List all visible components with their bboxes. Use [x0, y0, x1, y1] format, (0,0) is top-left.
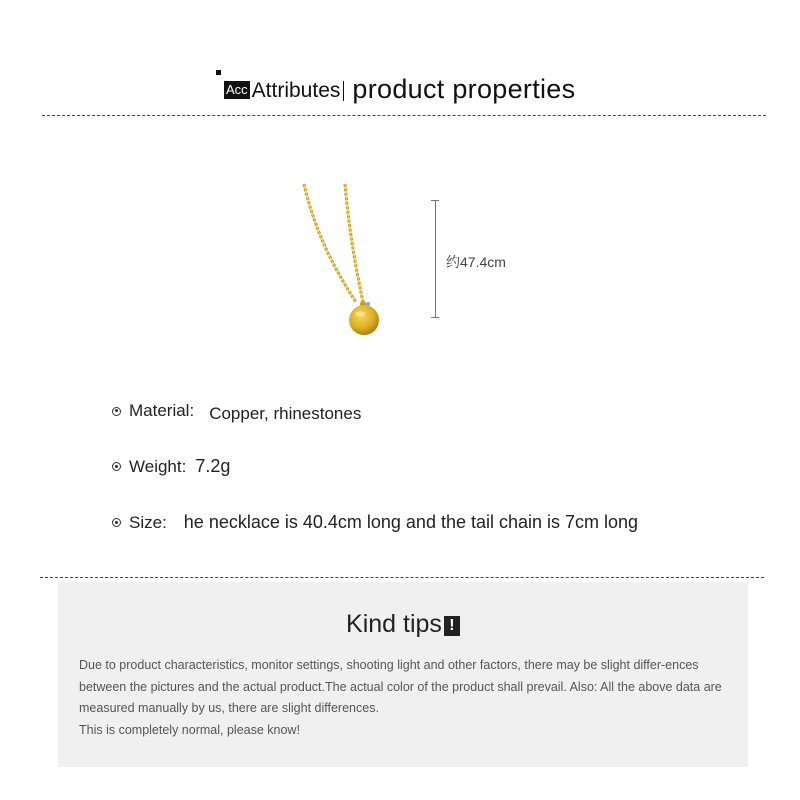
dimension-line	[435, 200, 436, 318]
page-title: product properties	[352, 74, 576, 104]
square-icon	[216, 70, 221, 75]
header-separator	[343, 81, 344, 101]
dimension-label: 约47.4cm	[446, 254, 506, 270]
attribute-value: he necklace is 40.4cm long and the tail chain is 7cm long	[183, 512, 639, 532]
attribute-value: 7.2g	[195, 456, 231, 476]
attribute-label: Weight:	[129, 456, 187, 476]
bullet-icon	[112, 407, 121, 416]
top-divider	[42, 115, 766, 116]
header-badge: Acc	[226, 82, 248, 97]
attribute-value: Copper, rhinestones	[209, 404, 362, 423]
tips-title	[58, 610, 748, 639]
attribute-label: Size:	[129, 512, 167, 532]
attribute-label: Material:	[129, 401, 195, 420]
attribute-weight	[112, 456, 230, 477]
attribute-size	[112, 512, 638, 533]
tips-paragraph: Due to product characteristics, monitor settings, shooting light and other factors, there may be slight differ-ences between the pictures and the actual product.The actual color of the product shall prevail. Also: All the above data are measured manually by us, there are slight differences.	[79, 658, 722, 715]
bottom-divider	[40, 577, 764, 578]
dimension-cap-top	[431, 200, 439, 201]
section-header	[216, 70, 575, 104]
attribute-material	[112, 398, 361, 424]
bullet-icon	[112, 518, 121, 527]
gold-pendant-necklace-icon	[304, 184, 379, 335]
dimension-cap-bottom	[431, 317, 439, 318]
tips-body	[79, 655, 735, 741]
product-image	[290, 180, 420, 340]
bullet-icon	[112, 462, 121, 471]
tips-closing: This is completely normal, please know!	[79, 722, 300, 737]
tips-title-text: Kind tips	[346, 610, 442, 638]
kind-tips-panel	[58, 582, 748, 767]
alert-icon: !	[444, 616, 460, 636]
header-attributes-label: Attributes	[251, 79, 341, 102]
